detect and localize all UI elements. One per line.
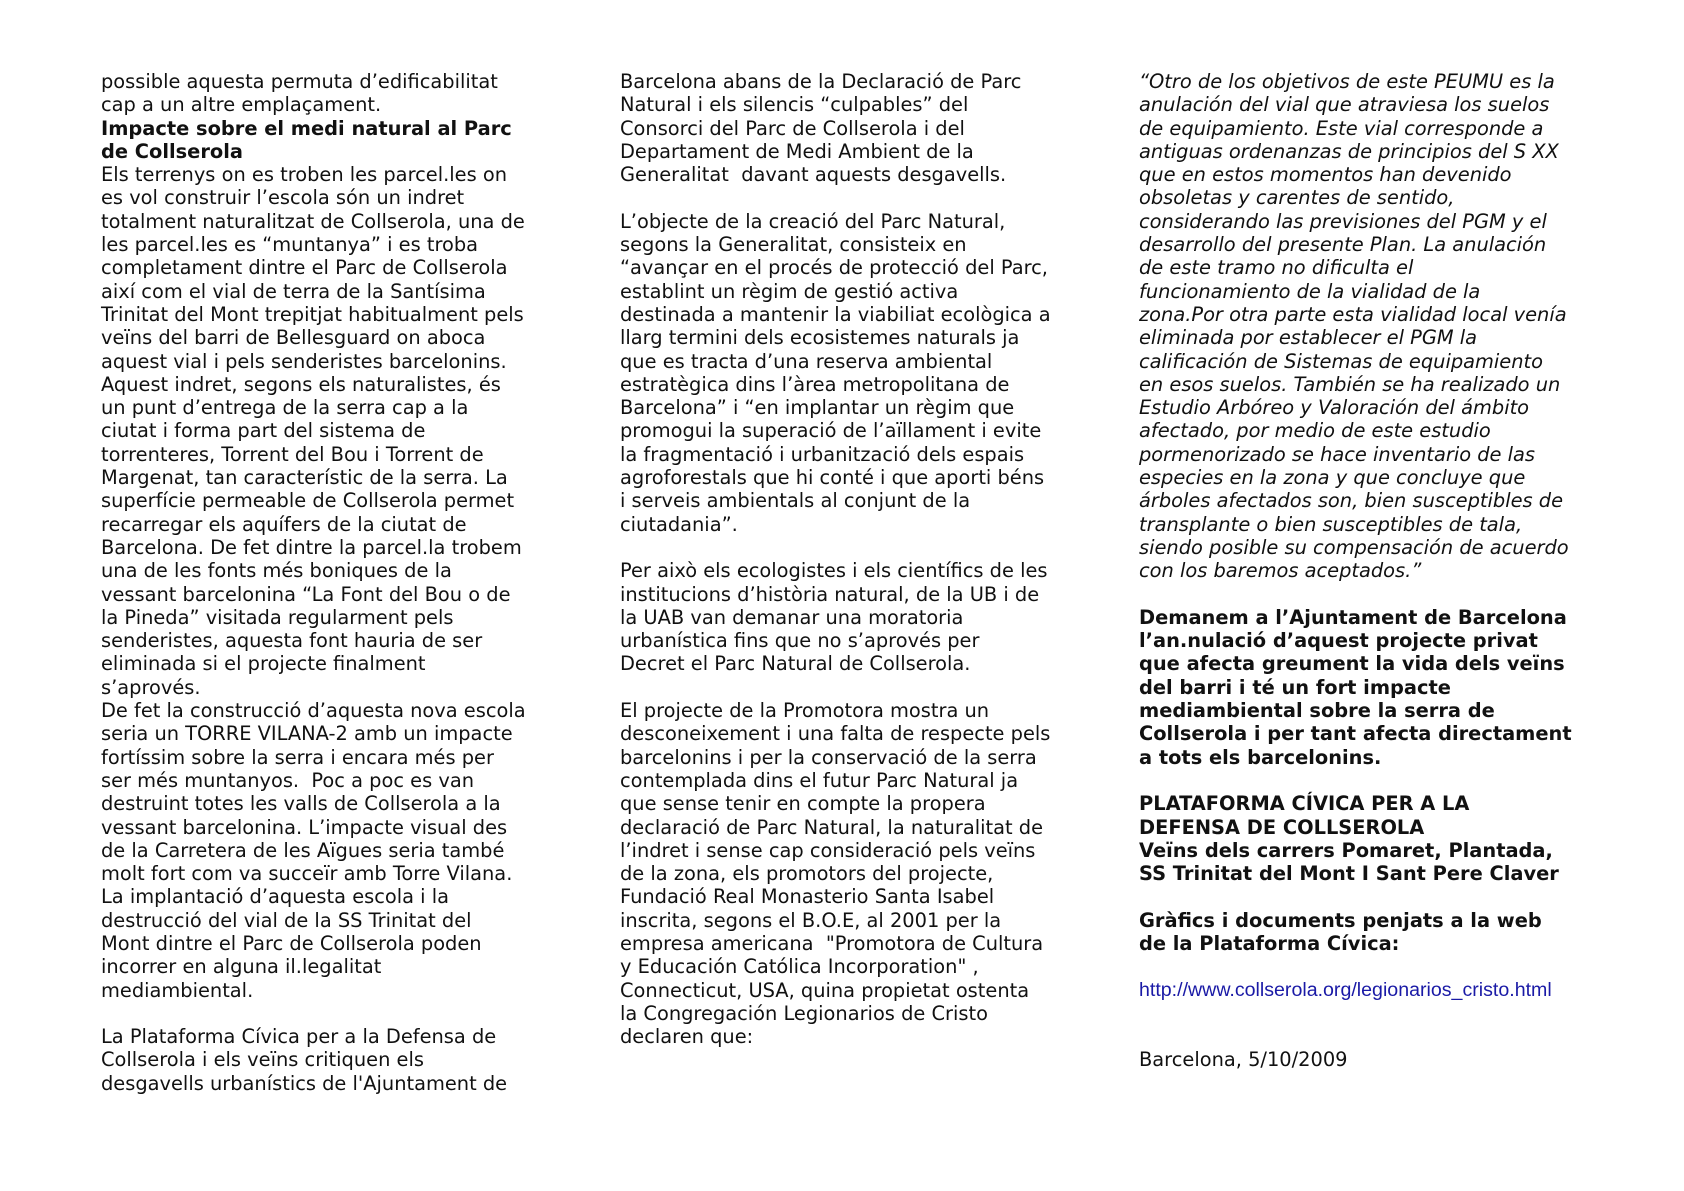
text-line: es vol construir l’escola són un indret [101,186,465,210]
section-heading [101,117,551,164]
text-line: veïns del barri de Bellesguard on aboca [101,326,486,350]
paragraph-gap [1139,769,1609,792]
text-line: institucions d’història natural, de la UB i de [620,582,1040,606]
text-line: així com el vial de terra de la Santísima [101,279,486,303]
text-line: llarg termini dels ecosistemes naturals ja [620,326,1020,350]
text-line: cap a un altre emplaçament. [101,93,382,117]
text-line: Natural i els silencis “culpables” del [620,93,969,117]
demand-block [1139,606,1609,769]
text-line: Margenat, tan característic de la serra. La [101,466,508,490]
text-line: les parcel.les es “muntanya” i es troba [101,233,479,257]
text-line: Els terrenys on es troben les parcel.les on [101,163,507,187]
quote-line: obsoletas y carentes de sentido, [1139,186,1455,210]
quote-line: árboles afectados son, bien susceptibles de [1139,489,1564,513]
text-line: totalment naturalitzat de Collserola, una de [101,209,525,233]
text-line: seria un TORRE VILANA-2 amb un impacte [101,722,513,746]
paragraph-gap [620,676,1070,699]
text-line: incorrer en alguna il.legalitat [101,955,382,979]
column-1 [101,70,551,1095]
text-line: L’objecte de la creació del Parc Natural, [620,209,1006,233]
text-line: urbanística fins que no s’aprovés per [620,629,980,653]
text-line: la UAB van demanar una moratoria [620,605,964,629]
text-line: La implantació d’aquesta escola i la [101,885,449,909]
text-line: mediambiental. [101,978,254,1002]
quote-line: de este tramo no dificulta el [1139,256,1414,280]
text-line: destruint totes les valls de Collserola a la [101,792,501,816]
quote-line: “Otro de los objetivos de este PEUMU es la [1139,70,1555,93]
text-line: Barcelona” i “en implantar un règim que [620,396,1015,420]
quote-line: desarrollo del presente Plan. La anulación [1139,233,1547,257]
platform-paragraph [101,1025,551,1095]
demand-line: que afecta greument la vida dels veïns [1139,652,1565,676]
demand-line: l’an.nulació d’aquest projecte privat [1139,629,1538,653]
text-line: recarregar els aquífers de la ciutat de [101,512,467,536]
text-line: de la zona, els promotors del projecte, [620,862,994,886]
text-line: “avançar en el procés de protecció del Parc, [620,256,1048,280]
quote-line: funcionamiento de la vialidad de la [1139,279,1481,303]
text-line: Per això els ecologistes i els científics de les [620,559,1048,583]
demand-line: Demanem a l’Ajuntament de Barcelona [1139,605,1567,629]
text-line: ser més muntanyos. Poc a poc es van [101,768,475,792]
quote-line: afectado, por medio de este estudio [1139,419,1491,443]
text-line: de la Carretera de les Aïgues seria també [101,838,505,862]
text-line: agroforestals que hi conté i que aporti béns [620,466,1045,490]
text-line: molt fort com va succeïr amb Torre Vilana. [101,862,513,886]
quote-line: Estudio Arbóreo y Valoración del ámbito [1139,396,1530,420]
quote-line: zona.Por otra parte esta vialidad local venía [1139,302,1567,326]
text-line: barcelonins i per la conservació de la serra [620,745,1037,769]
quote-line: con los baremos aceptados.” [1139,559,1422,583]
quote-line: eliminada por establecer el PGM la [1139,326,1478,350]
text-line: segons la Generalitat, consisteix en [620,233,967,257]
text-line: l’indret i sense cap consideració pels veïns [620,838,1036,862]
paragraph-gap [1139,955,1609,978]
text-line: Collserola i els veïns critiquen els [101,1048,424,1072]
text-line: Trinitat del Mont trepitjat habitualment pels [101,302,524,326]
text-line: desconeixement i una falta de respecte pels [620,722,1051,746]
paragraph-gap [620,536,1070,559]
text-line: y Educación Católica Incorporation" , [620,955,979,979]
text-line: s’aprovés. [101,675,201,699]
text-line: desgavells urbanístics de l'Ajuntament de [101,1071,508,1095]
text-line: Barcelona abans de la Declaració de Parc [620,70,1022,93]
web-link[interactable]: http://www.collserola.org/legionarios_cristo.html [1139,978,1552,1001]
text-line: inscrita, segons el B.O.E, al 2001 per la [620,908,1002,932]
construction-paragraph [101,699,551,1002]
text-line: Connecticut, USA, quina propietat ostenta [620,978,1030,1002]
quote-line: calificación de Sistemas de equipamiento [1139,349,1543,373]
text-line: que es tracta d’una reserva ambiental [620,349,993,373]
heading-line: Impacte sobre el medi natural al Parc [101,116,512,140]
text-line: Departament de Medi Ambient de la [620,139,974,163]
text-line: De fet la construcció d’aquesta nova escola [101,699,526,723]
signature-block [1139,792,1609,885]
quote-line: transplante o bien susceptibles de tala, [1139,512,1523,536]
demand-line: a tots els barcelonins. [1139,745,1382,769]
signature-line: SS Trinitat del Mont I Sant Pere Claver [1139,862,1559,886]
paragraph-gap [1139,583,1609,606]
text-line: eliminada si el projecte finalment [101,652,426,676]
text-line: empresa americana "Promotora de Cultura [620,931,1044,955]
paragraph-gap [101,1002,551,1025]
quote-line: antiguas ordenanzas de principios del S XX [1139,139,1559,163]
text-line: una de les fonts més boniques de la [101,559,452,583]
text-line: Barcelona. De fet dintre la parcel.la trobem [101,535,522,559]
barcelona-paragraph [620,70,1070,186]
paragraph-gap [1139,1002,1609,1025]
text-line: destinada a mantenir la viabiliat ecològica a [620,302,1051,326]
quote-block [1139,70,1609,583]
column-2 [620,70,1070,1048]
text-line: Decret el Parc Natural de Collserola. [620,652,971,676]
quote-line: pormenorizado se hace inventario de las [1139,442,1536,466]
moratorium-paragraph [620,559,1070,675]
text-line: superfície permeable de Collserola permet [101,489,515,513]
text-line: contemplada dins el futur Parc Natural ja [620,768,1019,792]
text-line: promogui la superació de l’aïllament i evite [620,419,1042,443]
text-line: ciutat i forma part del sistema de [101,419,426,443]
quote-line: siendo posible su compensación de acuerdo [1139,535,1569,559]
text-line: declaració de Parc Natural, la naturalitat de [620,815,1044,839]
text-line: vessant barcelonina “La Font del Bou o de [101,582,511,606]
text-line: establint un règim de gestió activa [620,279,959,303]
text-line: completament dintre el Parc de Collserola [101,256,508,280]
intro-paragraph [101,70,551,117]
text-line: destrucció del vial de la SS Trinitat del [101,908,472,932]
text-line: Aquest indret, segons els naturalistes, és [101,372,501,396]
signature-line: Veïns dels carrers Pomaret, Plantada, [1139,838,1553,862]
park-purpose-paragraph [620,210,1070,536]
text-line: torrenteres, Torrent del Bou i Torrent de [101,442,484,466]
text-line: Fundació Real Monasterio Santa Isabel [620,885,995,909]
heading-line: de Collserola [101,139,243,163]
text-line: aquest vial i pels senderistes barcelonins. [101,349,507,373]
text-line: Generalitat davant aquests desgavells. [620,163,1007,187]
text-line: un punt d’entrega de la serra cap a la [101,396,469,420]
text-line: Mont dintre el Parc de Collserola poden [101,931,482,955]
terrain-paragraph [101,163,551,699]
text-line: estratègica dins l’àrea metropolitana de [620,372,1010,396]
text-line: la fragmentació i urbanització dels espais [620,442,1025,466]
signature-line: DEFENSA DE COLLSEROLA [1139,815,1425,839]
text-line: i serveis ambientals al conjunt de la [620,489,971,513]
paragraph-gap [1139,885,1609,908]
text-line: La Plataforma Cívica per a la Defensa de [101,1025,497,1049]
quote-line: considerando las previsiones del PGM y el [1139,209,1547,233]
signature-line: PLATAFORMA CÍVICA PER A LA [1139,792,1470,816]
text-line: El projecte de la Promotora mostra un [620,699,990,723]
documents-block [1139,909,1609,956]
paragraph-gap [620,186,1070,209]
promoter-paragraph [620,699,1070,1048]
column-3 [1139,70,1609,1072]
demand-line: Collserola i per tant afecta directament [1139,722,1572,746]
documents-line: de la Plataforma Cívica: [1139,931,1400,955]
text-line: declaren que: [620,1025,754,1049]
demand-line: mediambiental sobre la serra de [1139,699,1495,723]
quote-line: anulación del vial que atraviesa los suelos [1139,93,1550,117]
documents-line: Gràfics i documents penjats a la web [1139,908,1542,932]
text-line: Consorci del Parc de Collserola i del [620,116,965,140]
demand-line: del barri i té un fort impacte [1139,675,1451,699]
text-line: fortíssim sobre la serra i encara més per [101,745,494,769]
text-line: possible aquesta permuta d’edificabilitat [101,70,498,93]
quote-line: de equipamiento. Este vial corresponde a [1139,116,1544,140]
text-line: que sense tenir en compte la propera [620,792,986,816]
quote-line: especies en la zona y que concluye que [1139,466,1526,490]
quote-line: que en estos momentos han devenido [1139,163,1512,187]
text-line: la Congregación Legionarios de Cristo [620,1001,988,1025]
paragraph-gap [1139,1025,1609,1048]
text-line: senderistes, aquesta font hauria de ser [101,629,483,653]
text-line: vessant barcelonina. L’impacte visual des [101,815,508,839]
text-line: la Pineda” visitada regularment pels [101,605,454,629]
date-line: Barcelona, 5/10/2009 [1139,1048,1348,1072]
quote-line: en esos suelos. También se ha realizado un [1139,372,1561,396]
text-line: ciutadania”. [620,512,738,536]
